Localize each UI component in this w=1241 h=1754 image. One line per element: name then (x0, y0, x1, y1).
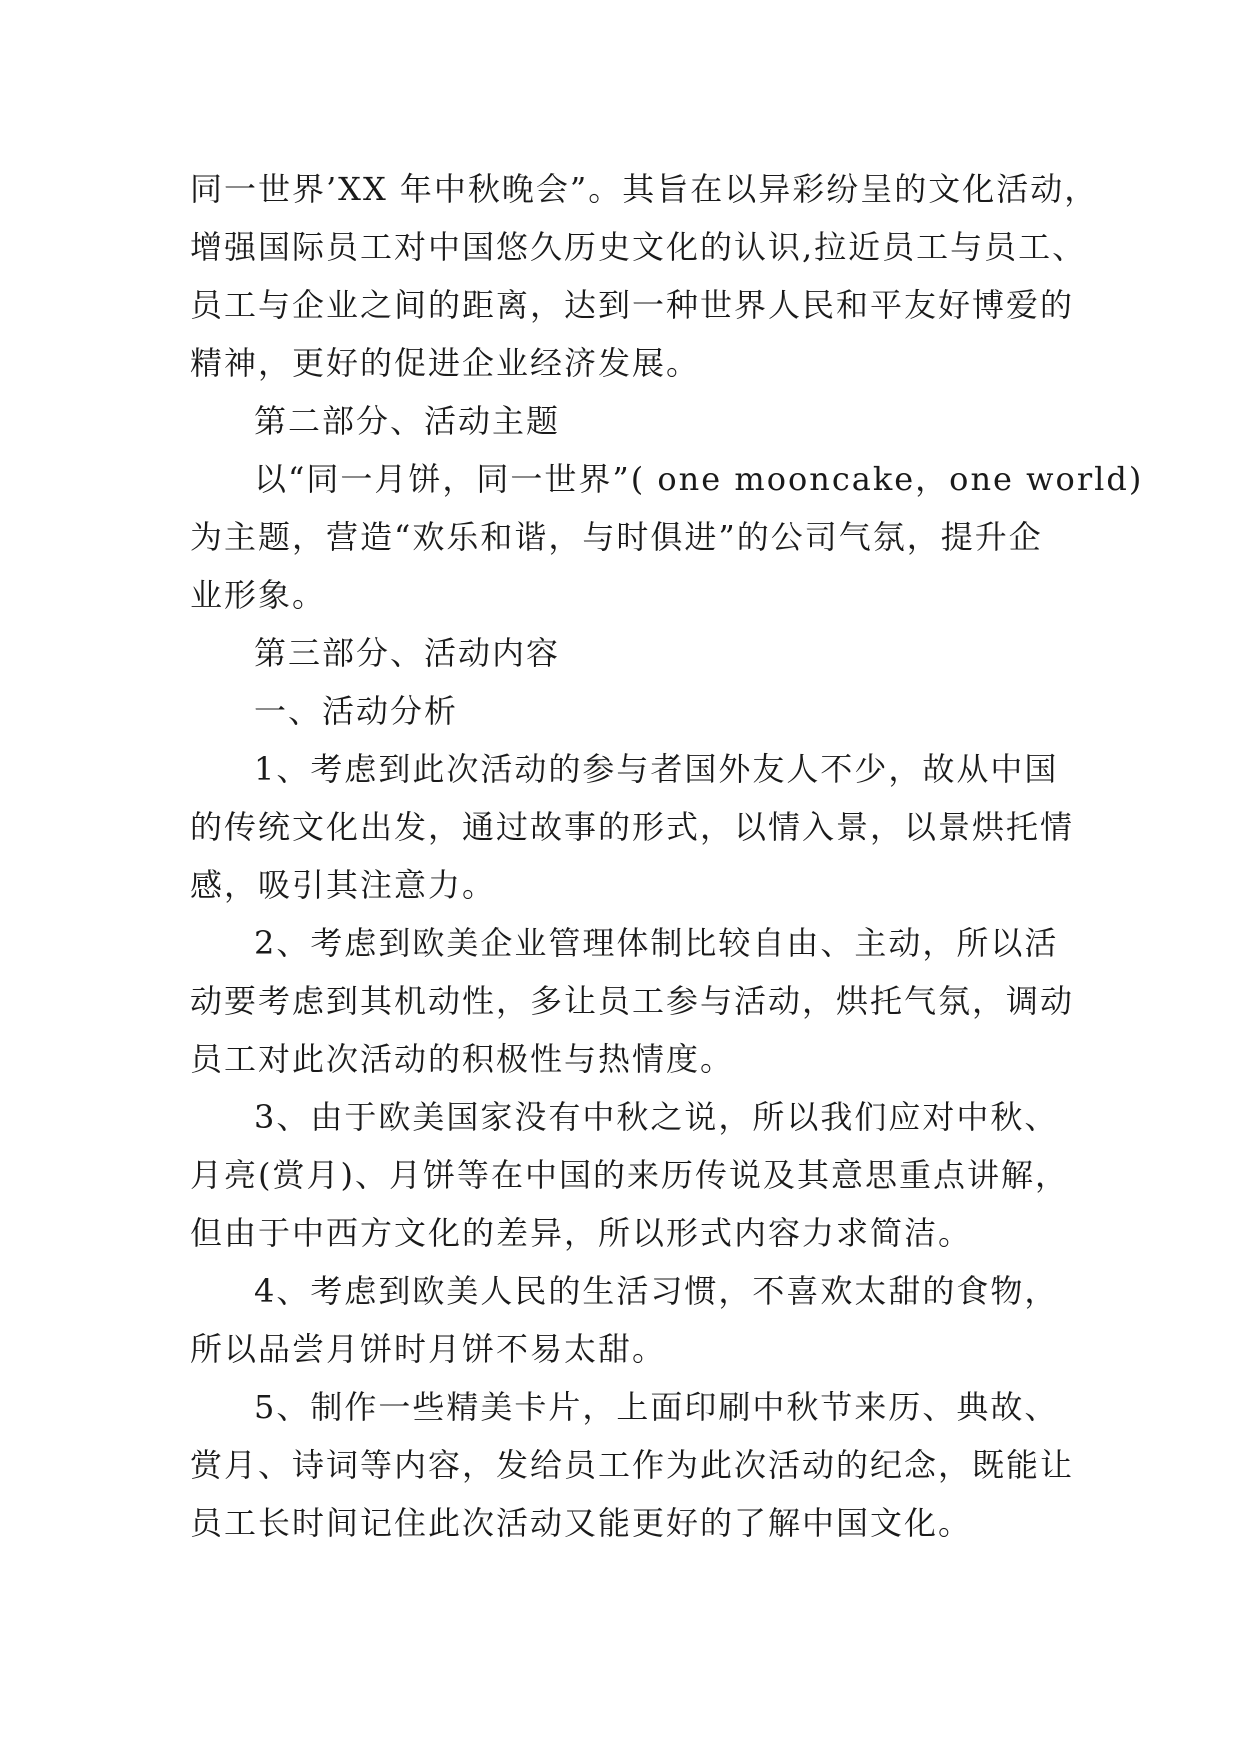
text-line-11: 1、考虑到此次活动的参与者国外友人不少，故从中国 (254, 750, 1059, 788)
text-line-20: 4、考虑到欧美人民的生活习惯，不喜欢太甜的食物， (254, 1272, 1059, 1310)
text-line-3: 员工与企业之间的距离，达到一种世界人民和平友好博爱的 (190, 286, 1075, 324)
text-line-12: 的传统文化出发，通过故事的形式，以情入景，以景烘托情 (190, 808, 1075, 846)
text-line-19: 但由于中西方文化的差异，所以形式内容力求简洁。 (190, 1214, 973, 1252)
text-line-4: 精神，更好的促进企业经济发展。 (190, 344, 701, 382)
text-line-22: 5、制作一些精美卡片，上面印刷中秋节来历、典故、 (254, 1388, 1059, 1426)
section-heading-theme: 第二部分、活动主题 (254, 402, 561, 440)
text-line-17: 3、由于欧美国家没有中秋之说，所以我们应对中秋、 (254, 1098, 1059, 1136)
section-heading-content: 第三部分、活动内容 (254, 634, 561, 672)
text-line-2: 增强国际员工对中国悠久历史文化的认识,拉近员工与员工、 (190, 228, 1087, 266)
text-line-18: 月亮(赏月)、月饼等在中国的来历传说及其意思重点讲解， (190, 1156, 1069, 1194)
text-line-15: 动要考虑到其机动性，多让员工参与活动，烘托气氛，调动 (190, 982, 1075, 1020)
text-line-24: 员工长时间记住此次活动又能更好的了解中国文化。 (190, 1504, 973, 1542)
document-body (190, 160, 1144, 1552)
text-line-1: 同一世界’XX 年中秋晚会”。其旨在以异彩纷呈的文化活动， (190, 170, 1099, 208)
text-line-21: 所以品尝月饼时月饼不易太甜。 (190, 1330, 667, 1368)
text-line-16: 员工对此次活动的积极性与热情度。 (190, 1040, 735, 1078)
text-line-13: 感，吸引其注意力。 (190, 866, 497, 904)
text-line-8: 业形象。 (190, 576, 327, 614)
subsection-heading-analysis: 一、活动分析 (254, 692, 459, 730)
text-line-23: 赏月、诗词等内容，发给员工作为此次活动的纪念，既能让 (190, 1446, 1075, 1484)
text-line-6: 以“同一月饼，同一世界”( one mooncake，one world) (254, 460, 1144, 498)
text-line-14: 2、考虑到欧美企业管理体制比较自由、主动，所以活 (254, 924, 1059, 962)
text-line-7: 为主题，营造“欢乐和谐，与时俱进”的公司气氛，提升企 (190, 518, 1043, 556)
